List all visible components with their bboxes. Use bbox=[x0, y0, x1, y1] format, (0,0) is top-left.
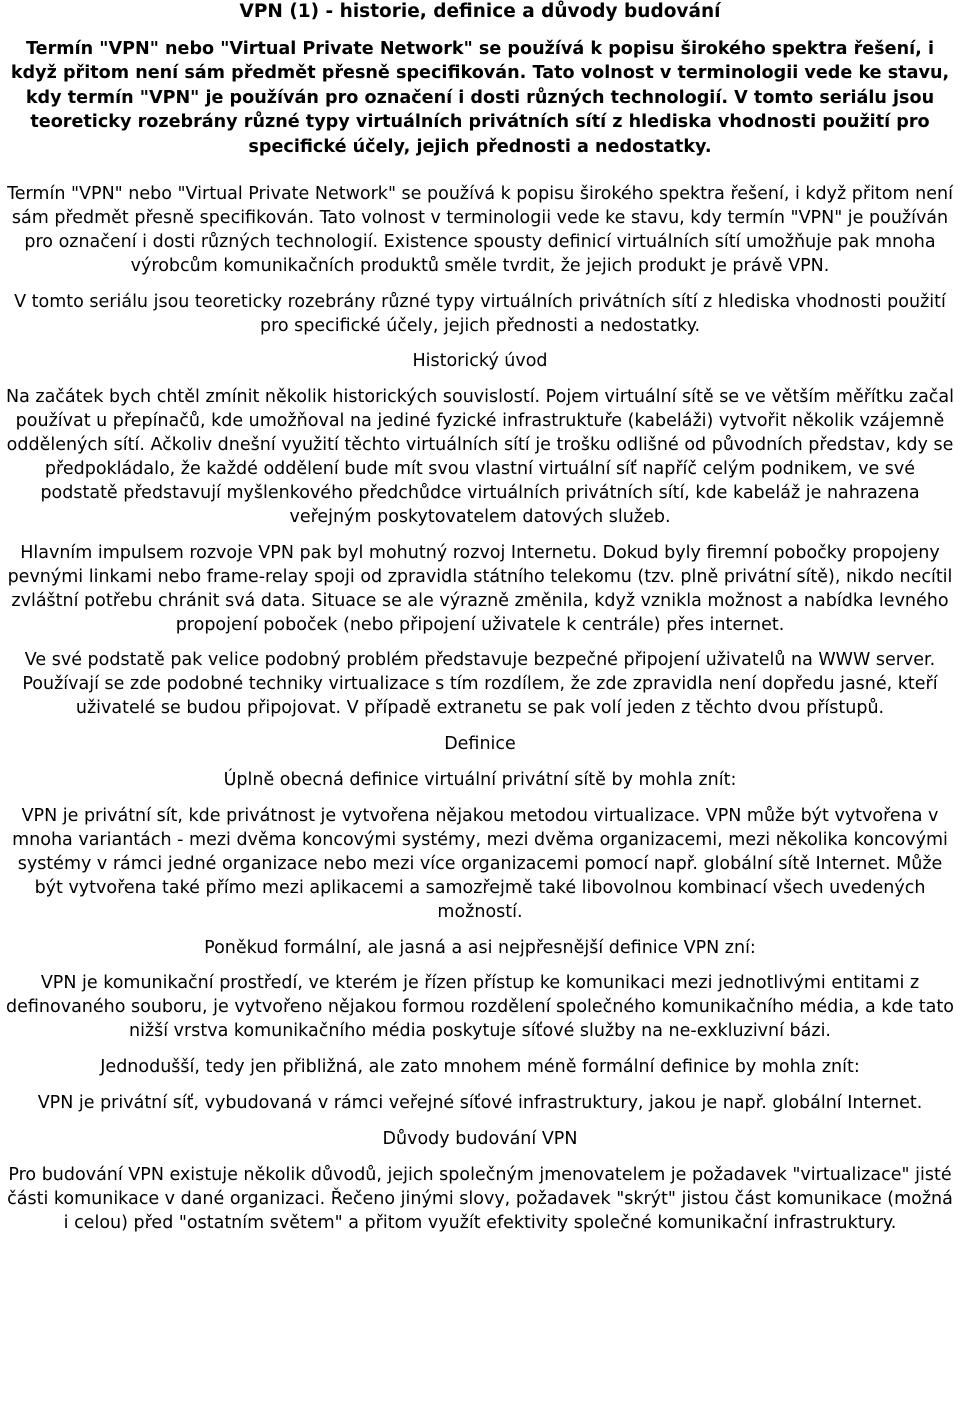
lead-paragraph: Termín "VPN" nebo "Virtual Private Network" se používá k popisu širokého spektra řešení, i když přitom není sám předmět přesně specifikován. Tato volnost v terminologii vede ke stavu, kdy termín "VPN" je používán pro označení i dosti různých technologií. V tomto seriálu jsou teoreticky rozebrány různé typy virtuálních privátních sítí z hlediska vhodnosti použití pro specifické účely, jejich přednosti a nedostatky. bbox=[10, 39, 950, 157]
definition-simple-intro: Jednodušší, tedy jen přibližná, ale zato mnohem méně formální definice by mohla znít: bbox=[100, 1057, 860, 1078]
definition-formal-intro: Poněkud formální, ale jasná a asi nejpřesnější definice VPN zní: bbox=[204, 937, 756, 958]
section-heading-history: Historický úvod bbox=[412, 351, 548, 372]
intro-paragraph-1: Termín "VPN" nebo "Virtual Private Network" se používá k popisu širokého spektra řešení, i když přitom není sám předmět přesně specifikován. Tato volnost v terminologii vede ke stavu, kdy termín "VPN" je používán pro označení i dosti různých technologií. Existence spousty definicí virtuálních sítí umožňuje pak mnoha výrobcům komunikačních produktů směle tvrdit, že jejich produkt je právě VPN. bbox=[7, 184, 953, 276]
definition-paragraph-1: VPN je privátní sít, kde privátnost je vytvořena nějakou metodou virtualizace. VPN může být vytvořena v mnoha variantách - mezi dvěma koncovými systémy, mezi dvěma organizacemi, mezi několika koncovými systémy v rámci jedné organizace nebo mezi více organizacemi pomocí např. globální sítě Internet. Může být vytvořena také přímo mezi aplikacemi a samozřejmě také libovolnou kombinací všech uvedených možností. bbox=[12, 805, 948, 922]
history-paragraph-3: Ve své podstatě pak velice podobný problém představuje bezpečné připojení uživatelů na WWW server. Používají se zde podobné techniky virtualizace s tím rozdílem, že zde zpravidla není dopředu jasné, kteří uživatelé se budou připojovat. V případě extranetu se pak volí jeden z těchto dvou přístupů. bbox=[22, 650, 938, 719]
document-title: VPN (1) - historie, definice a důvody budování bbox=[239, 1, 721, 22]
history-paragraph-2: Hlavním impulsem rozvoje VPN pak byl mohutný rozvoj Internetu. Dokud byly firemní pobočky propojeny pevnými linkami nebo frame-relay spoji od zpravidla státního telekomu (tzv. plně privátní sítě), nikdo necítil zvláštní potřebu chránit svá data. Situace se ale výrazně změnila, když vznikla možnost a nabídka levného propojení poboček (nebo připojení uživatele k centrále) přes internet. bbox=[7, 542, 953, 635]
definition-intro: Úplně obecná definice virtuální privátní sítě by mohla znít: bbox=[223, 770, 737, 791]
definition-paragraph-3: VPN je privátní síť, vybudovaná v rámci veřejné síťové infrastruktury, jakou je např. globální Internet. bbox=[37, 1093, 923, 1114]
history-paragraph-1: Na začátek bych chtěl zmínit několik historických souvislostí. Pojem virtuální sítě se ve větším měřítku začal používat u přepínačů, kde umožňoval na jediné fyzické infrastruktuře (kabeláži) vytvořit několik vzájemně oddělených sítí. Ačkoliv dnešní využití těchto virtuálních sítí je trošku odlišné od původních představ, kdy se předpokládalo, že každé oddělení bude mít svou vlastní virtuální síť napříč celým podnikem, ve své podstatě představují myšlenkového předchůdce virtuálních privátních sítí, kde kabeláž je nahrazena veřejným poskytovatelem datových služeb. bbox=[6, 387, 954, 527]
reasons-paragraph-1: Pro budování VPN existuje několik důvodů, jejich společným jmenovatelem je požadavek "virtualizace" jisté části komunikace v dané organizaci. Řečeno jinými slovy, požadavek "skrýt" jistou část komunikace (možná i celou) před "ostatním světem" a přitom využít efektivity společné komunikační infrastruktury. bbox=[7, 1164, 953, 1233]
definition-paragraph-2: VPN je komunikační prostředí, ve kterém je řízen přístup ke komunikaci mezi jednotlivými entitami z definovaného souboru, je vytvořeno nějakou formou rozdělení společného komunikačního média, a kde tato nižší vrstva komunikačního média poskytuje síťové služby na ne-exkluzivní bázi. bbox=[6, 973, 954, 1042]
intro-paragraph-2: V tomto seriálu jsou teoreticky rozebrány různé typy virtuálních privátních sítí z hlediska vhodnosti použití pro specifické účely, jejich přednosti a nedostatky. bbox=[14, 291, 946, 336]
section-heading-reasons: Důvody budování VPN bbox=[382, 1128, 578, 1149]
section-heading-definition: Definice bbox=[444, 734, 516, 755]
